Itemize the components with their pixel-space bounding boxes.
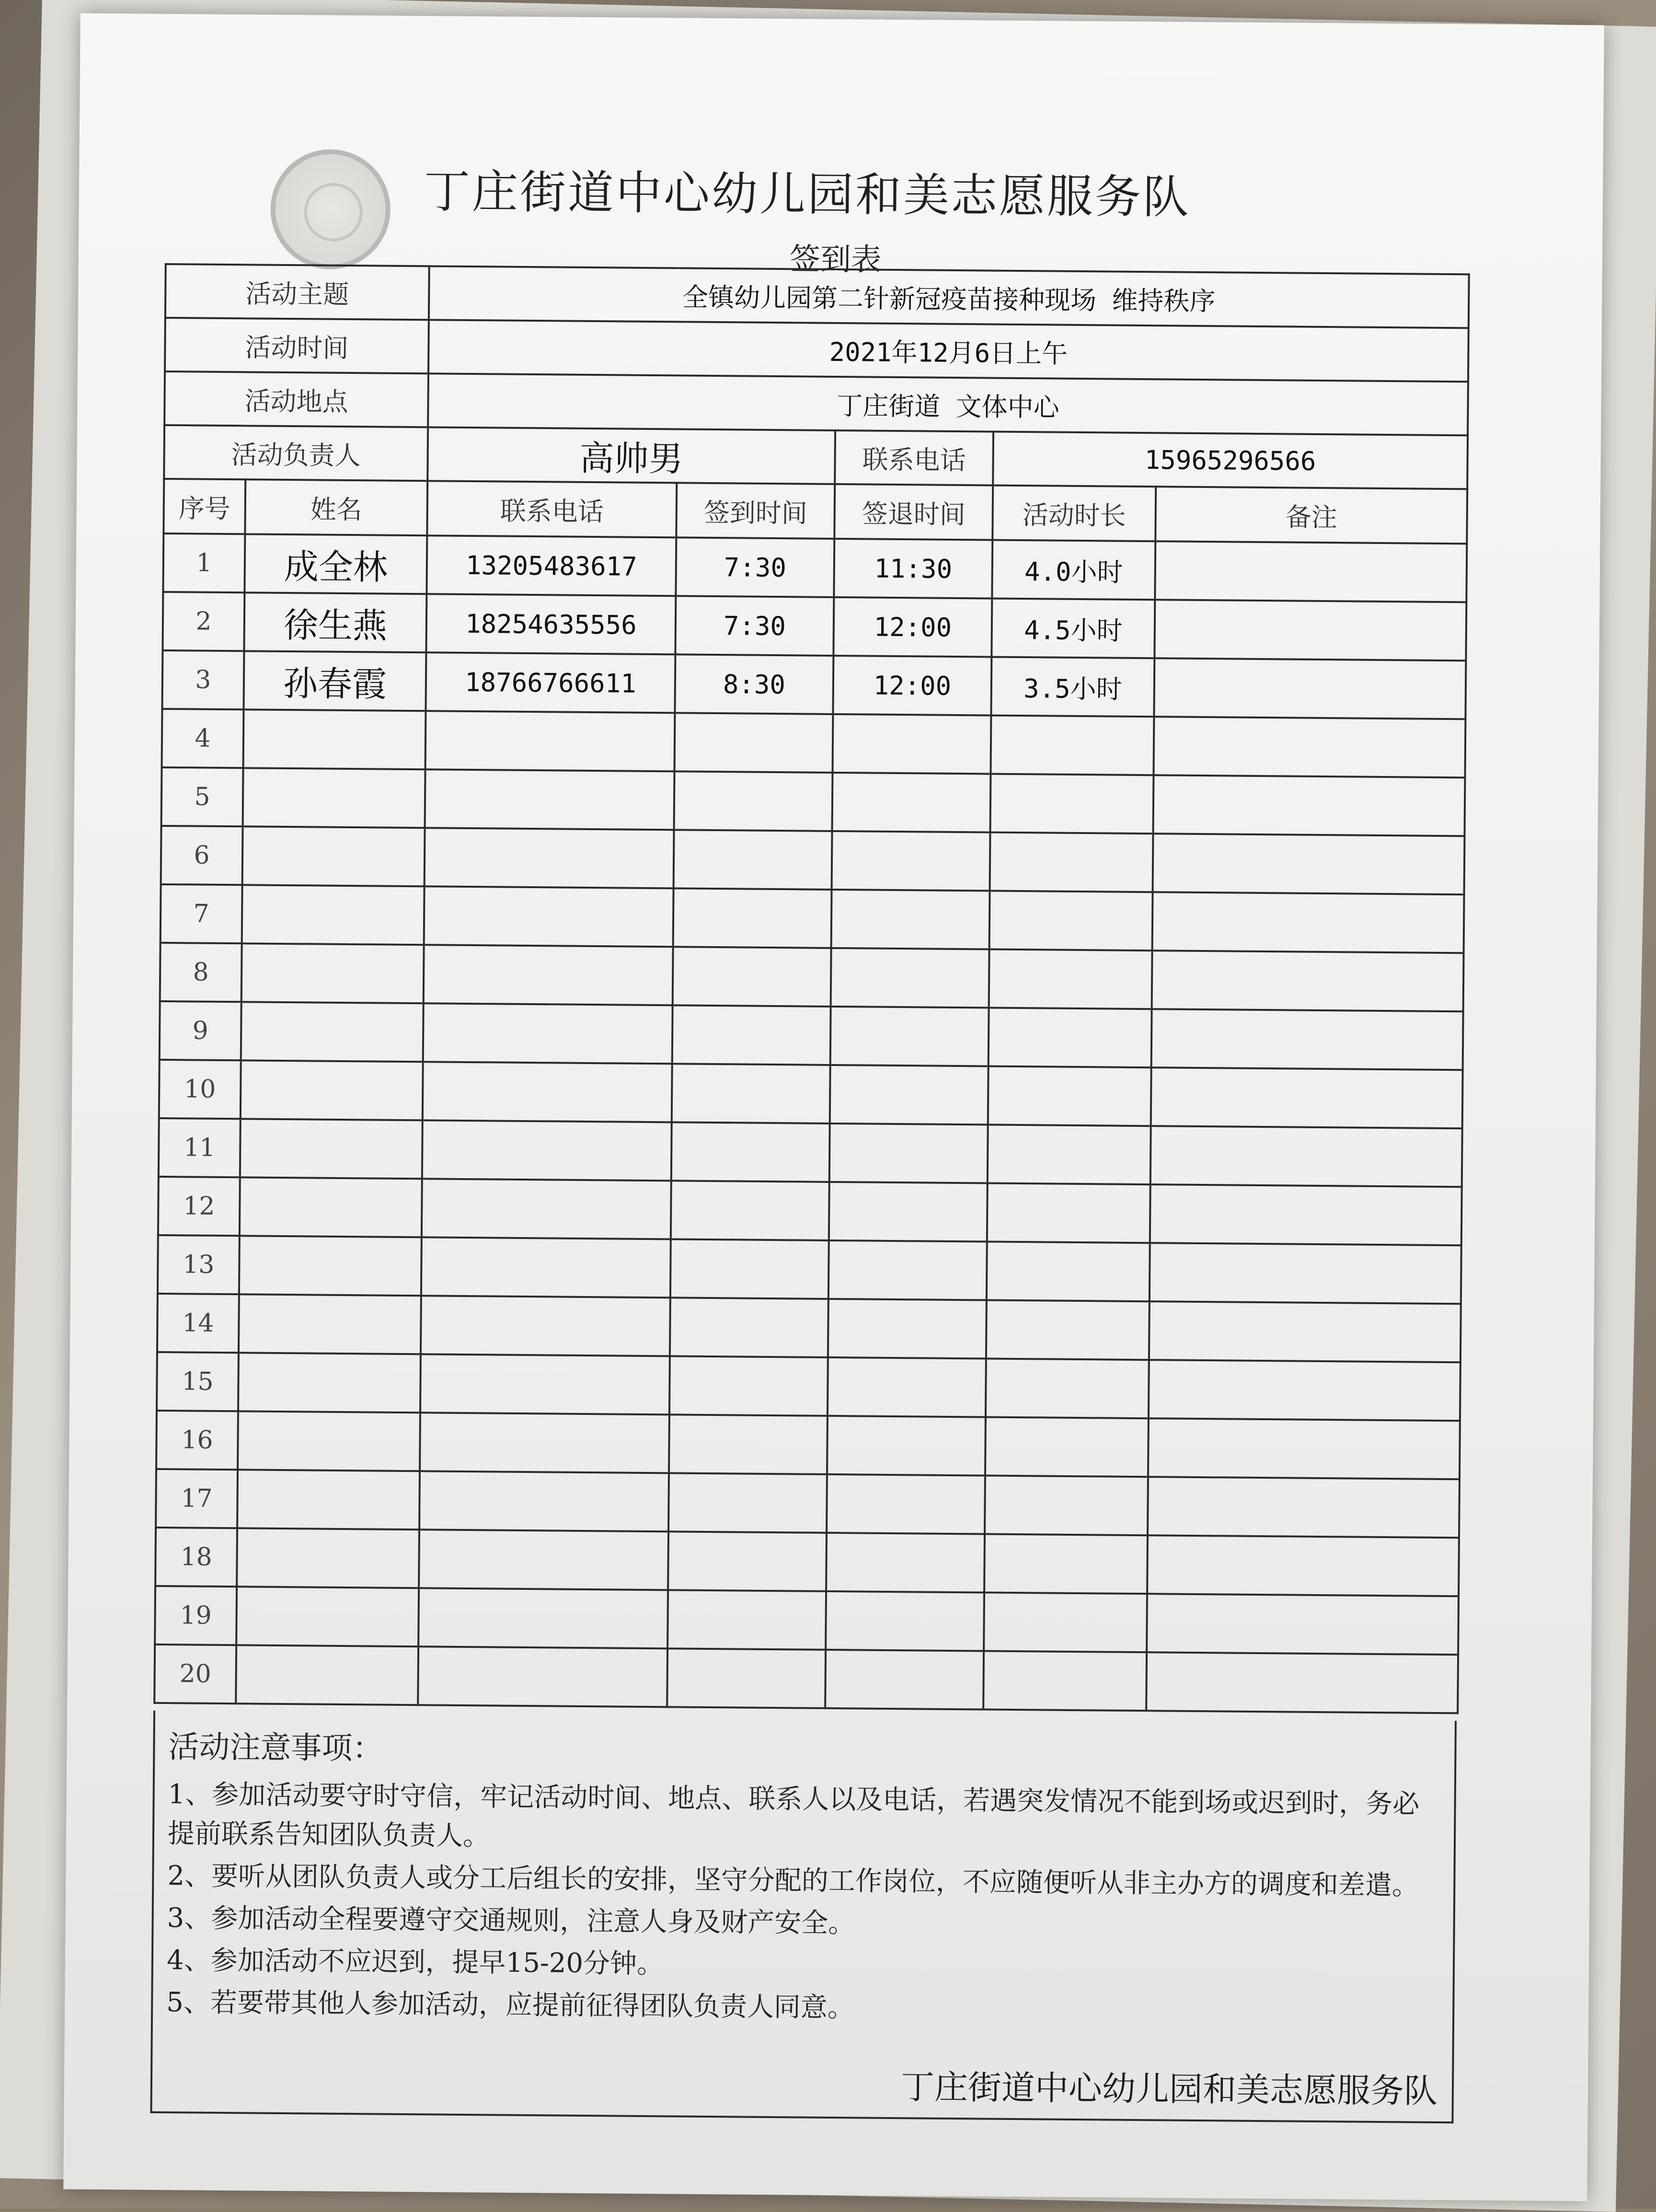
cell-dur (987, 1183, 1150, 1243)
cell-out (828, 1357, 986, 1417)
table-row (162, 709, 1466, 777)
cell-name (237, 1470, 420, 1529)
cell-idx: 19 (155, 1586, 237, 1645)
sign-in-sheet (63, 13, 1604, 2201)
cell-dur (984, 1534, 1148, 1594)
cell-in (674, 830, 832, 890)
cell-idx: 4 (162, 709, 244, 768)
note-item: 5、若要带其他人参加活动，应提前征得团队负责人同意。 (166, 1987, 855, 2024)
cell-out (832, 773, 991, 833)
col-header: 序号 (163, 479, 245, 534)
cell-note (1146, 1652, 1458, 1713)
cell-name (242, 885, 425, 945)
cell-in (674, 771, 833, 831)
cell-idx: 20 (154, 1645, 236, 1703)
cell-note (1150, 1126, 1462, 1187)
cell-in (672, 1005, 831, 1065)
cell-dur (988, 1066, 1151, 1126)
cell-idx: 2 (162, 592, 244, 651)
cell-note (1150, 1184, 1462, 1245)
cell-dur (986, 1300, 1150, 1360)
cell-name: 成全林 (244, 534, 427, 594)
col-header: 姓名 (245, 479, 427, 535)
theme-value: 全镇幼儿园第二针新冠疫苗接种现场 维持秩序 (429, 266, 1469, 328)
table-row (156, 1469, 1460, 1538)
col-header: 签到时间 (676, 483, 835, 539)
cell-idx: 15 (157, 1352, 239, 1411)
table-row (160, 943, 1464, 1011)
time-row (165, 318, 1469, 382)
cell-in: 8:30 (675, 654, 833, 714)
cell-idx: 5 (161, 767, 243, 826)
cell-in (669, 1356, 828, 1416)
cell-out: 12:00 (833, 597, 992, 657)
cell-name: 徐生燕 (244, 592, 426, 652)
cell-note (1148, 1418, 1460, 1479)
cell-name (242, 943, 424, 1003)
col-header: 备注 (1155, 486, 1467, 544)
cell-dur (990, 833, 1153, 892)
table-row (155, 1586, 1459, 1655)
cell-in (672, 1064, 830, 1123)
note-item: 3、参加活动全程要遵守交通规则，注意人身及财产安全。 (167, 1902, 855, 1939)
cell-dur (990, 774, 1154, 834)
table-row (158, 1177, 1462, 1245)
cell-phone (423, 1003, 673, 1064)
cell-in (670, 1239, 829, 1299)
cell-in (673, 947, 831, 1007)
cell-note (1153, 717, 1465, 777)
cell-name (236, 1587, 419, 1646)
cell-in (674, 713, 833, 773)
cell-dur (989, 1008, 1152, 1068)
cell-name (240, 1177, 422, 1237)
cell-dur: 3.5小时 (991, 657, 1154, 717)
cell-name (236, 1645, 418, 1705)
cell-in (671, 1122, 830, 1182)
cell-idx: 16 (156, 1411, 238, 1470)
cell-idx: 7 (161, 884, 242, 943)
table-row (160, 1001, 1463, 1070)
cell-dur (984, 1592, 1147, 1652)
cell-note (1148, 1477, 1460, 1538)
cell-idx: 18 (155, 1528, 237, 1587)
cell-out (827, 1416, 986, 1476)
cell-in (673, 888, 832, 948)
cell-dur (990, 716, 1154, 776)
cell-dur: 4.5小时 (991, 599, 1155, 659)
note-item: 1、参加活动要守时守信，牢记活动时间、地点、联系人以及电话，若遇突发情况不能到场或迟到时，务必提前联系告知团队负责人。 (167, 1779, 1420, 1852)
cell-name (238, 1353, 421, 1413)
sign-in-table (153, 263, 1470, 1714)
table-row (158, 1235, 1461, 1304)
cell-phone: 18254635556 (426, 594, 676, 654)
cell-out: 11:30 (834, 539, 992, 599)
cell-dur (986, 1359, 1149, 1419)
table-row (155, 1528, 1459, 1596)
cell-idx: 9 (160, 1001, 242, 1060)
cell-idx: 11 (159, 1118, 241, 1177)
table-row (159, 1060, 1463, 1128)
column-header-row (163, 479, 1467, 544)
cell-out (831, 890, 990, 950)
cell-dur (989, 950, 1152, 1009)
cell-name (239, 1294, 421, 1354)
cell-in (669, 1414, 828, 1474)
table-row (162, 592, 1466, 660)
cell-out (829, 1182, 988, 1242)
place-row (164, 371, 1468, 435)
cell-name (243, 768, 426, 828)
cell-name (241, 1002, 424, 1062)
col-header: 联系电话 (427, 481, 677, 537)
cell-dur (987, 1242, 1150, 1302)
cell-note (1154, 600, 1466, 660)
place-value: 丁庄街道 文体中心 (428, 373, 1468, 435)
cell-note (1147, 1535, 1459, 1596)
cell-phone (420, 1354, 670, 1414)
cell-in (668, 1531, 827, 1591)
cell-idx: 3 (162, 650, 244, 709)
theme-label: 活动主题 (165, 264, 429, 320)
time-label: 活动时间 (165, 318, 429, 373)
cell-out: 12:00 (833, 656, 991, 716)
contact-label: 联系电话 (835, 430, 993, 486)
leader-row (164, 425, 1468, 489)
cell-out (827, 1474, 985, 1534)
cell-phone (422, 1179, 671, 1239)
table-row (161, 767, 1465, 836)
attendee-rows (154, 533, 1467, 1713)
cell-phone (425, 769, 675, 830)
cell-out (826, 1533, 985, 1593)
table-row (156, 1411, 1460, 1479)
cell-out (830, 1007, 989, 1066)
cell-out (829, 1123, 988, 1183)
cell-phone (422, 1120, 672, 1181)
cell-note (1155, 541, 1467, 602)
note-item: 2、要听从团队负责人或分工后组长的安排，坚守分配的工作岗位，不应随便听从非主办方的调度和差遣。 (167, 1860, 1419, 1901)
cell-phone (420, 1413, 669, 1473)
col-header: 活动时长 (992, 486, 1156, 542)
cell-note (1154, 658, 1466, 719)
cell-note (1149, 1301, 1461, 1362)
cell-out (831, 948, 989, 1008)
cell-phone: 13205483617 (426, 535, 676, 596)
cell-name (241, 1060, 423, 1120)
table-row (157, 1352, 1460, 1421)
cell-phone (426, 711, 675, 771)
cell-name (238, 1411, 420, 1471)
cell-note (1151, 1009, 1463, 1070)
cell-phone (421, 1296, 670, 1356)
cell-in (667, 1648, 826, 1708)
cell-note (1149, 1360, 1460, 1421)
table-row (163, 533, 1467, 602)
time-value: 2021年12月6日上午 (428, 320, 1469, 382)
cell-idx: 14 (157, 1294, 239, 1353)
notes-heading: 活动注意事项： (168, 1729, 383, 1767)
cell-idx: 12 (158, 1177, 240, 1236)
leader-label: 活动负责人 (164, 425, 428, 481)
cell-name (242, 826, 425, 886)
cell-dur (985, 1476, 1148, 1536)
note-item: 4、参加活动不应迟到，提早15-20分钟。 (166, 1945, 664, 1980)
cell-note (1151, 1067, 1463, 1128)
cell-name (240, 1119, 423, 1179)
table-row (157, 1294, 1461, 1362)
seal-logo-icon (270, 149, 391, 270)
cell-note (1152, 892, 1464, 953)
org-title: 丁庄街道中心幼儿园和美志愿服务队 (424, 164, 1191, 224)
cell-phone (418, 1646, 667, 1707)
cell-note (1147, 1594, 1459, 1655)
cell-dur (988, 1125, 1151, 1185)
cell-note (1153, 775, 1465, 836)
cell-name (237, 1528, 419, 1588)
cell-note (1153, 834, 1465, 894)
cell-idx: 6 (161, 826, 243, 885)
leader-value: 高帅男 (427, 427, 835, 484)
contact-value: 15965296566 (993, 432, 1468, 489)
cell-phone: 18766766611 (426, 652, 675, 713)
cell-name (239, 1236, 422, 1296)
notes-footer: 丁庄街道中心幼儿园和美志愿服务队 (900, 2067, 1438, 2111)
cell-note (1150, 1243, 1461, 1304)
cell-phone (421, 1237, 671, 1297)
cell-out (830, 1065, 989, 1125)
cell-phone (418, 1588, 668, 1648)
notes-section (150, 1711, 1457, 2123)
cell-dur (989, 891, 1153, 951)
cell-dur (985, 1417, 1149, 1477)
col-header: 签退时间 (834, 484, 993, 540)
cell-idx: 8 (160, 943, 242, 1002)
cell-phone (424, 886, 674, 947)
cell-phone (419, 1471, 669, 1531)
cell-phone (424, 945, 673, 1005)
cell-out (825, 1650, 984, 1710)
table-row (161, 884, 1464, 953)
cell-out (832, 831, 990, 891)
cell-idx: 13 (158, 1235, 240, 1294)
cell-out (828, 1299, 987, 1359)
place-label: 活动地点 (164, 371, 428, 427)
cell-phone (423, 1062, 672, 1122)
cell-in (670, 1297, 828, 1357)
cell-idx: 17 (156, 1469, 238, 1528)
cell-note (1152, 950, 1464, 1011)
cell-dur: 4.0小时 (992, 540, 1155, 600)
cell-in: 7:30 (675, 596, 834, 656)
cell-name: 孙春霞 (243, 651, 426, 711)
cell-idx: 10 (159, 1060, 241, 1119)
cell-in (671, 1181, 829, 1240)
form-title: 签到表 (789, 242, 882, 278)
table-row (159, 1118, 1462, 1187)
table-row (162, 650, 1466, 719)
table-row (154, 1645, 1458, 1713)
theme-row (165, 264, 1469, 328)
table-row (161, 826, 1465, 894)
cell-in (667, 1590, 826, 1650)
cell-name (243, 709, 426, 769)
cell-out (828, 1240, 987, 1300)
cell-idx: 1 (163, 533, 245, 592)
cell-in: 7:30 (676, 537, 834, 597)
cell-out (826, 1591, 984, 1651)
cell-phone (419, 1529, 668, 1590)
cell-out (832, 714, 991, 774)
cell-in (668, 1473, 827, 1533)
cell-dur (983, 1651, 1147, 1711)
cell-phone (425, 828, 674, 888)
